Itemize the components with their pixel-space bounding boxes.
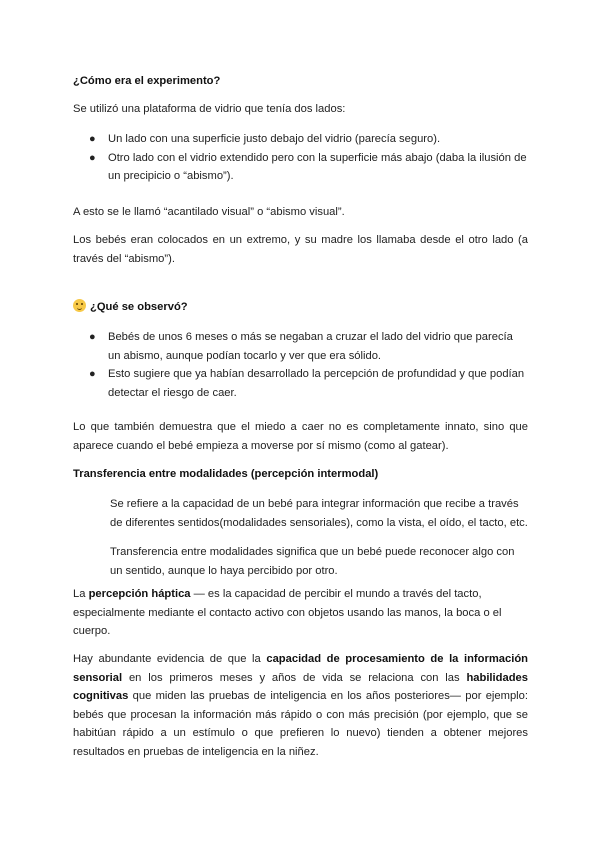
experiment-bullet-list	[73, 130, 528, 186]
observation-bullet-list	[73, 328, 528, 402]
section-heading-intermodal: Transferencia entre modalidades (percepción intermodal)	[73, 468, 379, 480]
visual-cliff-naming: A esto se le llamó “acantilado visual” o “abismo visual”.	[73, 206, 345, 218]
babies-placement-paragraph: Los bebés eran colocados en un extremo, y su madre los llamaba desde el otro lado (a través del “abismo”).	[73, 234, 528, 265]
intermodal-meaning: Transferencia entre modalidades significa que un bebé puede reconocer algo con un sentido, aunque lo haya percibido por otro.	[110, 546, 515, 577]
cognitive-skills-term: habilidades cognitivas	[73, 671, 528, 702]
haptic-perception-paragraph: La percepción háptica — es la capacidad de percibir el mundo a través del tacto, especialmente mediante el contacto activo con objetos usando las manos, la boca o el cuerpo.	[73, 588, 502, 637]
bullet-icon: ●	[89, 133, 96, 145]
processing-capacity-term: capacidad de procesamiento de la información sensorial	[73, 653, 528, 684]
experiment-intro: Se utilizó una plataforma de vidrio que tenía dos lados:	[73, 103, 346, 115]
list-item: ● Esto sugiere que ya habían desarrollado la percepción de profundidad y que podían detectar el riesgo de caer.	[73, 365, 528, 402]
evidence-paragraph: Hay abundante evidencia de que la capacidad de procesamiento de la información sensorial en los primeros meses y años de vida se relaciona con las habilidades cognitivas que miden las pruebas de inteligencia en los años posteriores— por ejemplo: bebés que procesan la información más rápido o con más precisión (por ejemplo, que se habitúan rápido a un estímulo o que prefieren lo nuevo) tienden a obtener mejores resultados en pruebas de inteligencia en la niñez.	[73, 653, 528, 758]
section-heading-observed: ¿Qué se observó?	[73, 298, 528, 317]
bullet-icon: ●	[89, 331, 96, 343]
bullet-icon: ●	[89, 151, 96, 164]
baby-face-icon	[73, 299, 86, 312]
haptic-term: percepción háptica	[88, 588, 191, 600]
list-item: ● Bebés de unos 6 meses o más se negaban a cruzar el lado del vidrio que parecía un abismo, aunque podían tocarlo y ver que era sólido.	[73, 328, 528, 365]
section-heading-experiment: ¿Cómo era el experimento?	[73, 75, 221, 87]
fear-conclusion-paragraph: Lo que también demuestra que el miedo a caer no es completamente innato, sino que aparece cuando el bebé empieza a moverse por sí mismo (como al gatear).	[73, 421, 528, 452]
list-item: ● Otro lado con el vidrio extendido pero con la superficie más abajo (daba la ilusión de un precipicio o “abismo”).	[73, 149, 528, 186]
bullet-icon: ●	[89, 368, 96, 380]
intermodal-definition: Se refiere a la capacidad de un bebé para integrar información que recibe a través de diferentes sentidos(modalidades sensoriales), como la vista, el oído, el tacto, etc.	[110, 498, 528, 529]
list-item: ● Un lado con una superficie justo debajo del vidrio (parecía seguro).	[73, 130, 528, 149]
